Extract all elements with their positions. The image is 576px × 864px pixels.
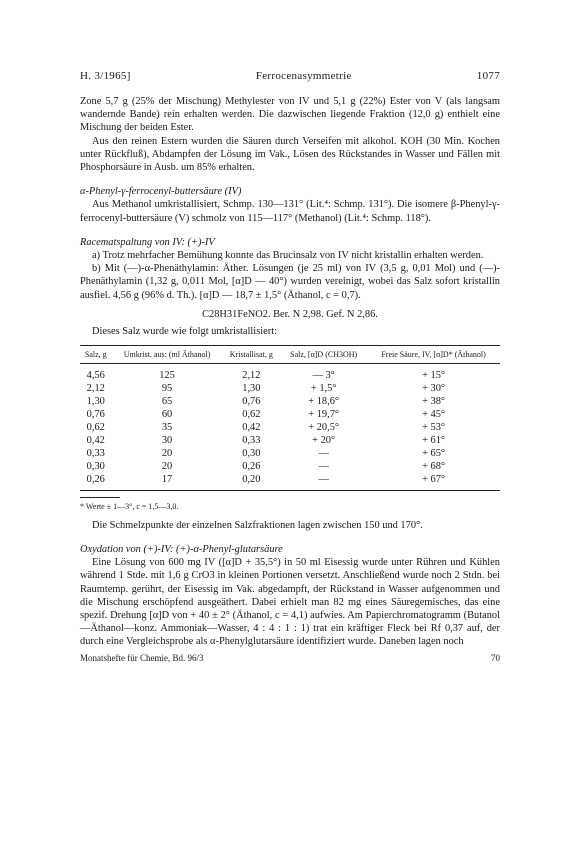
table-cell: 0,20 xyxy=(242,473,261,485)
table-row xyxy=(80,382,500,395)
table-cell: 2,12 xyxy=(86,382,105,394)
formula-note: Dieses Salz wurde wie folgt umkristallisiert: xyxy=(92,325,277,337)
paragraph-a: a) Trotz mehrfacher Bemühung konnte das Brucinsalz von IV nicht kristallin erhalten werden. xyxy=(92,250,484,262)
table-row xyxy=(80,421,500,434)
table-row xyxy=(80,434,500,447)
table-header-cell: Umkrist. aus: (ml Äthanol) xyxy=(123,349,211,359)
table-cell: — 3° xyxy=(312,369,335,381)
table-cell: + 45° xyxy=(422,408,446,420)
table-cell: 0,26 xyxy=(242,460,261,472)
table-cell: 30 xyxy=(161,434,173,446)
section-text: Eine Lösung von 600 mg IV ([α]D + 35,5°) in 50 ml Eisessig wurde unter Rühren und Kühlen während 1 Stde. mit 1,6 g CrO3 in kleinen Portionen versetzt. Anschließend wurde noch 2 Stdn. bei Raumtemp. gerührt, der Eisessig im Vak. abgedampft, der Rückstand in Wasser aufgenommen und die Mischung erschöpfend ausgeäthert. Dabei erhielt man 82 mg eines Säuregemisches, das eine spezif. Drehung [α]D von + 40 ± 2° (Äthanol, c = 4,1) aufwies. Am Papierchromatogramm (Butanol—Äthanol—konz. Ammoniak—Wasser, 4 : 4 : 1 : 1) trat ein kräftiger Fleck bei Rf 0,37 auf, der durch eine Vergleichsprobe als α-Phenylglutarsäure identifiziert wurde. Daneben lagen noch xyxy=(80,557,500,648)
table-cell: 2,12 xyxy=(242,369,261,381)
table-row xyxy=(80,447,500,460)
table-cell: 0,30 xyxy=(86,460,105,472)
table-cell: + 30° xyxy=(422,382,446,394)
table-cell: 1,30 xyxy=(86,395,105,407)
table-cell: + 53° xyxy=(422,421,446,433)
table-cell: 0,30 xyxy=(242,447,261,459)
table-row xyxy=(80,473,500,491)
header-page-number: 1077 xyxy=(476,70,500,82)
table-row xyxy=(80,460,500,473)
paragraph-zone: Zone 5,7 g (25% der Mischung) Methylester von IV und 5,1 g (22%) Ester von V (als langsam wandernde Bande) rein erhalten werden. Die dazwischen liegende Fraktion (12,0 g) enthielt eine Mischung der beiden Ester. xyxy=(80,96,500,134)
table-cell: + 67° xyxy=(422,473,446,485)
table-cell: + 61° xyxy=(422,434,446,446)
paragraph-b: b) Mit (—)-α-Phenäthylamin: Äther. Lösungen (je 25 ml) von IV (3,5 g, 0,01 Mol) und (—)-Phenäthylamin (1,32 g, 0,011 Mol, [α]D — 40°) wurden vereinigt, wobei das Salz sofort kristallin ausfiel. 4,56 g (96% d. Th.). [α]D — 18,7 ± 1,5° (Äthanol, c = 0,7). xyxy=(80,263,500,301)
paragraph-saeuren: Aus den reinen Estern wurden die Säuren durch Verseifen mit alkohol. KOH (30 Min. Kochen unter Rückfluß), Abdampfen der Lösung im Vak., Lösen des Rückstandes in Wasser und Fällen mit Phosphorsäure in Ausb. um 85% erhalten. xyxy=(80,135,500,174)
table-header-cell: Salz, g xyxy=(84,349,107,359)
section-heading: Oxydation von (+)-IV: (+)-α-Phenyl-glutarsäure xyxy=(80,544,283,556)
table-cell: 17 xyxy=(161,473,173,485)
analysis-formula: C28H31FeNO2. Ber. N 2,98. Gef. N 2,86. xyxy=(202,308,378,320)
table-body xyxy=(80,363,500,490)
table-cell: 0,42 xyxy=(86,434,105,446)
table-cell: — xyxy=(318,473,329,485)
table-cell: 4,56 xyxy=(86,369,105,381)
section-heading: α-Phenyl-γ-ferrocenyl-buttersäure (IV) xyxy=(80,186,242,198)
table-header-cell: Kristallisat, g xyxy=(229,349,273,359)
table-cell: 1,30 xyxy=(242,382,261,394)
table-cell: 0,26 xyxy=(86,473,105,485)
table-cell: 95 xyxy=(161,382,173,394)
table-header-cell: Freie Säure, IV, [α]D* (Äthanol) xyxy=(381,349,486,359)
table-cell: 0,42 xyxy=(242,421,261,433)
section-iv xyxy=(80,185,500,225)
table-cell: + 20° xyxy=(312,434,336,446)
table-header-cell: Salz, [α]D (CH3OH) xyxy=(290,349,358,359)
table-cell: 0,62 xyxy=(242,408,261,420)
table-cell: — xyxy=(318,460,329,472)
table-cell: 65 xyxy=(161,395,173,407)
footnote-divider xyxy=(80,497,120,498)
table-cell: + 20,5° xyxy=(308,421,340,433)
table-row xyxy=(80,395,500,408)
running-header xyxy=(80,70,500,82)
table-cell: + 1,5° xyxy=(310,382,337,394)
table-cell: 0,33 xyxy=(86,447,105,459)
table-cell: + 15° xyxy=(422,369,446,381)
table-cell: 20 xyxy=(161,447,173,459)
table-cell: 0,76 xyxy=(242,395,261,407)
paragraph-schmelzpunkte: Die Schmelzpunkte der einzelnen Salzfraktionen lagen zwischen 150 und 170°. xyxy=(92,519,423,531)
table-cell: 20 xyxy=(161,460,173,472)
section-text: Aus Methanol umkristallisiert, Schmp. 130—131° (Lit.⁴: Schmp. 131°). Die isomere β-Phenyl-γ-ferrocenyl-buttersäure (V) schmolz von 115—117° (Methanol) (Lit.⁴: Schmp. 118°). xyxy=(80,199,500,224)
table-cell: 60 xyxy=(161,408,173,420)
recrystallization-table xyxy=(80,345,500,491)
table-cell: 0,76 xyxy=(86,408,105,420)
table-cell: 35 xyxy=(161,421,173,433)
table-cell: + 19,7° xyxy=(308,408,340,420)
table-footnote: * Werte ± 1—3°, c = 1,5—3,0. xyxy=(80,501,179,511)
table-cell: — xyxy=(318,447,329,459)
section-oxydation xyxy=(80,543,500,649)
page-footer xyxy=(80,653,500,663)
folio-number: 70 xyxy=(491,652,500,663)
table-cell: + 68° xyxy=(422,460,446,472)
section-heading: Racematspaltung von IV: (+)-IV xyxy=(80,236,215,248)
header-issue: H. 3/1965] xyxy=(80,70,131,82)
table-header-row xyxy=(80,345,500,363)
table-cell: 125 xyxy=(159,369,175,381)
paper-page xyxy=(80,70,500,663)
table-cell: + 65° xyxy=(422,447,446,459)
header-title: Ferrocenasymmetrie xyxy=(255,70,352,82)
section-racematspaltung xyxy=(80,236,500,511)
table-cell: + 38° xyxy=(422,395,446,407)
table-cell: + 18,6° xyxy=(308,395,340,407)
table-row xyxy=(80,363,500,382)
journal-reference: Monatshefte für Chemie, Bd. 96/3 xyxy=(80,652,204,663)
table-cell: 0,33 xyxy=(242,434,261,446)
table-cell: 0,62 xyxy=(86,421,105,433)
table-row xyxy=(80,408,500,421)
